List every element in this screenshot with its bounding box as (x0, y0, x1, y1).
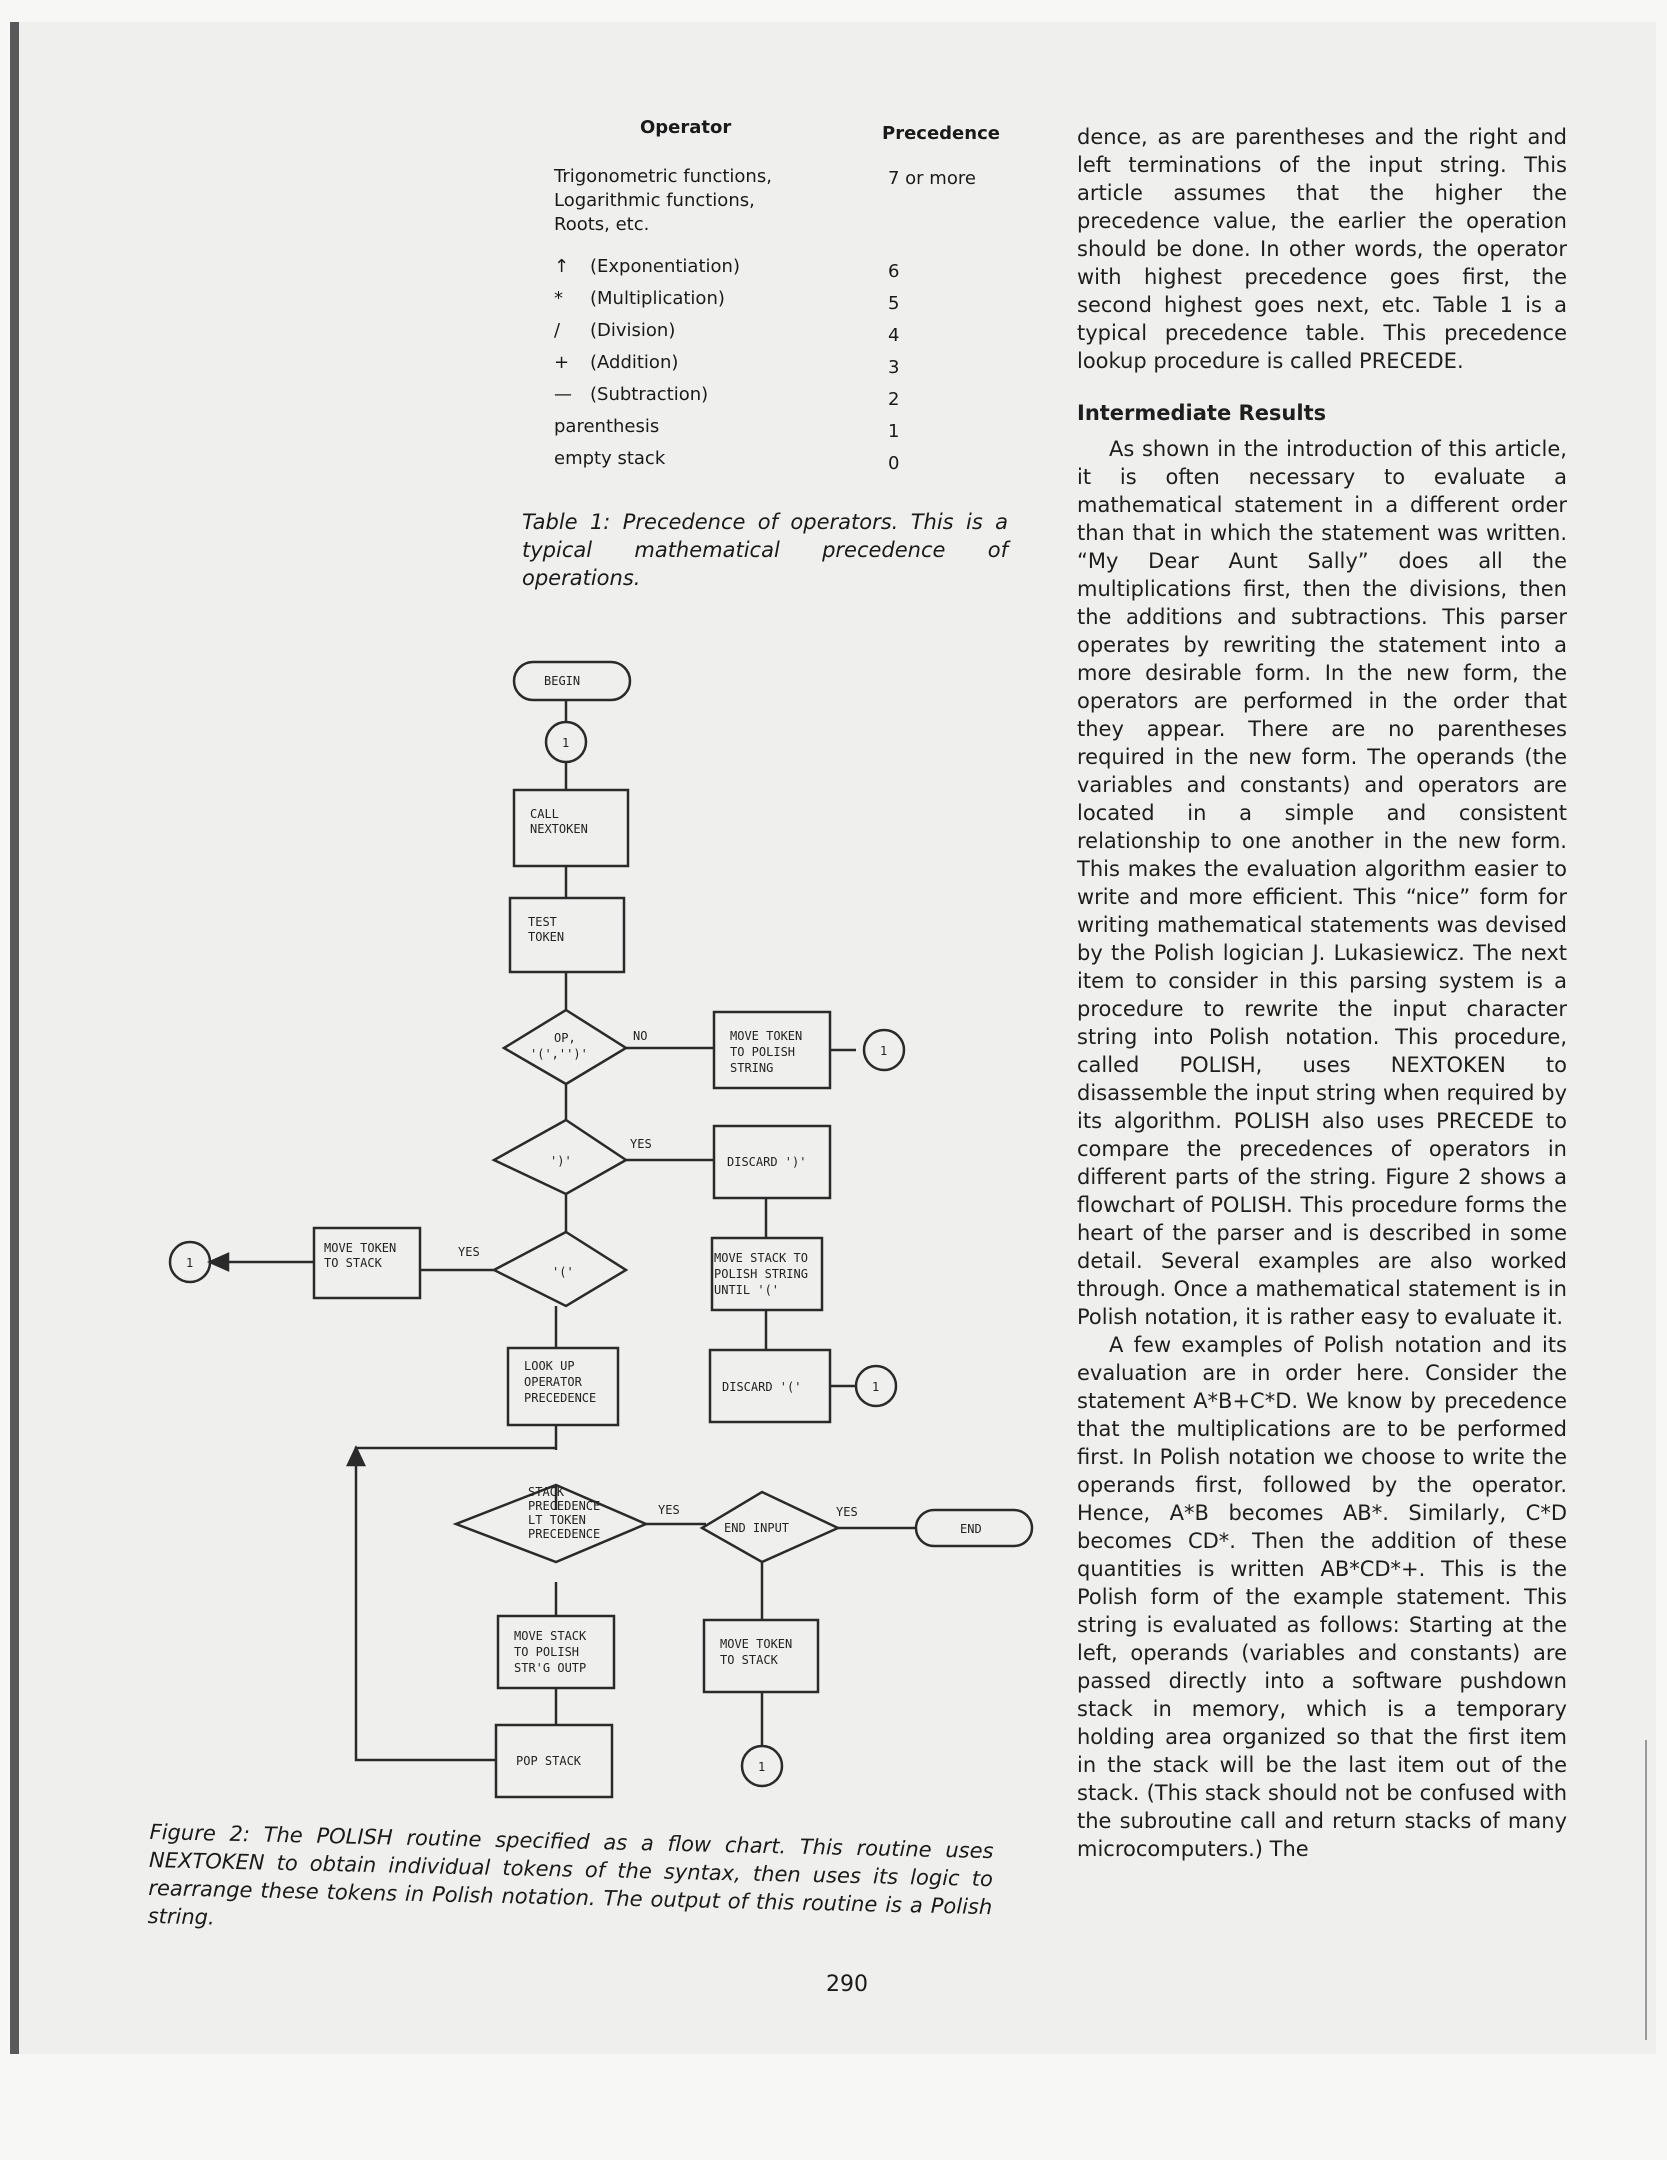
article-paragraph-1: dence, as are parentheses and the right and left terminations of the input string. This article assumes that the higher the precedence value, the earlier the operation should be done. In other words, the operator with highest precedence goes first, the second highest goes next, etc. Table 1 is a typical precedence table. This precedence lookup procedure is called PRECEDE. (1077, 125, 1567, 373)
stack-prec-line3: LT TOKEN (528, 1513, 586, 1527)
operator-name: (Addition) (590, 352, 679, 373)
lookup-line2: OPERATOR (524, 1375, 582, 1389)
operator-cell (554, 255, 874, 279)
yes-label: YES (658, 1503, 680, 1517)
stack-prec-line2: PRECEDENCE (528, 1499, 601, 1513)
stack-prec-line4: PRECEDENCE (528, 1527, 601, 1541)
move-token-stack-line2: TO STACK (720, 1653, 778, 1667)
move-stack-output-line3: STR'G OUTP (514, 1661, 587, 1675)
precedence-cell: 6 (888, 261, 900, 282)
operator-name: (Multiplication) (590, 288, 725, 309)
operator-symbol: — (554, 384, 572, 405)
connector-label: 1 (758, 1760, 766, 1774)
precedence-cell: 4 (888, 325, 900, 346)
pop-stack-label: POP STACK (516, 1754, 582, 1768)
move-token-polish-line1: MOVE TOKEN (730, 1029, 803, 1043)
no-label: NO (633, 1029, 648, 1043)
operator-symbol: * (554, 288, 563, 309)
precedence-cell: 1 (888, 421, 900, 442)
section-heading: Intermediate Results (1077, 401, 1327, 425)
precedence-cell: 2 (888, 389, 900, 410)
move-token-polish-line2: TO POLISH (730, 1045, 796, 1059)
move-stack-until-line3: UNTIL '(' (714, 1283, 780, 1297)
call-nextoken-line2: NEXTOKEN (530, 822, 588, 836)
call-nextoken-line1: CALL (530, 807, 559, 821)
operator-cell (554, 415, 874, 439)
page-number: 290 (826, 1972, 868, 1997)
stack-prec-line1: STACK (528, 1485, 565, 1499)
operator-cell (554, 319, 874, 343)
article-column (1077, 123, 1567, 1863)
move-stack-output-line1: MOVE STACK (514, 1629, 587, 1643)
operator-name: parenthesis (554, 416, 660, 437)
decision-close-label: ')' (550, 1154, 572, 1168)
yes-label: YES (458, 1245, 480, 1259)
decision-open-label: '(' (552, 1265, 574, 1279)
move-token-stack-line1: MOVE TOKEN (720, 1637, 793, 1651)
operator-name: (Subtraction) (590, 384, 709, 405)
test-token-line1: TEST (528, 915, 557, 929)
move-stack-output-line2: TO POLISH (514, 1645, 580, 1659)
lookup-line1: LOOK UP (524, 1359, 575, 1373)
end-input-label: END INPUT (724, 1521, 790, 1535)
operator-cell (554, 383, 874, 407)
precedence-cell: 3 (888, 357, 900, 378)
decision-op-line2: '(','')' (530, 1047, 588, 1061)
connector-label: 1 (562, 736, 570, 750)
operator-cell (554, 287, 874, 311)
begin-label: BEGIN (544, 674, 581, 688)
operator-cell (554, 447, 874, 471)
table-header-precedence: Precedence (882, 123, 1000, 144)
yes-label: YES (630, 1137, 652, 1151)
table-header-operator: Operator (640, 117, 732, 138)
precedence-cell: 5 (888, 293, 900, 314)
move-token-stack-left-line1: MOVE TOKEN (324, 1241, 397, 1255)
operator-name: empty stack (554, 448, 666, 469)
move-token-polish-line3: STRING (730, 1061, 774, 1075)
precedence-cell: 7 or more (888, 168, 976, 189)
connector-label: 1 (872, 1380, 880, 1394)
yes-label: YES (836, 1505, 858, 1519)
test-token-line2: TOKEN (528, 930, 565, 944)
operator-name: (Exponentiation) (590, 256, 740, 277)
operator-symbol: + (554, 352, 570, 373)
connector-label: 1 (186, 1256, 194, 1270)
precedence-cell: 0 (888, 453, 900, 474)
end-label: END (960, 1522, 982, 1536)
operator-cell (554, 351, 874, 375)
table-caption: Table 1: Precedence of operators. This is a typical mathematical precedence of operations. (522, 510, 1008, 590)
decision-op-line1: OP, (554, 1031, 576, 1045)
connector-label: 1 (880, 1044, 888, 1058)
article-paragraph-2: As shown in the introduction of this article, it is often necessary to evaluate a mathematical statement in a different order than that in which the statement was written. “My Dear Aunt Sally” does all the multiplications first, then the divisions, then the additions and subtractions. This parser operates by rewriting the statement into a more desirable form. In the new form, the operators are performed in the order that they appear. There are no parentheses required in the new form. The operands (the variables and constants) and operators are located in a simple and consistent relationship to one another in the new form. This makes the evaluation algorithm easier to write and more efficient. This “nice” form for writing mathematical statements was devised by the Polish logician J. Lukasiewicz. The next item to consider in this parsing system is a procedure to rewrite the input character string into Polish notation. This procedure, called POLISH, uses NEXTOKEN to disassemble the input string when required by its algorithm. POLISH also uses PRECEDE to compare the precedences of operators in different parts of the string. Figure 2 shows a flowchart of POLISH. This procedure forms the heart of the parser and is described in some detail. Several examples are also worked through. Once a mathematical statement is in Polish notation, it is rather easy to evaluate it. (1077, 437, 1567, 1329)
operator-cell (554, 165, 874, 237)
move-stack-until-line2: POLISH STRING (714, 1267, 808, 1281)
operator-name: Trigonometric functions, Logarithmic functions, Roots, etc. (554, 166, 772, 235)
discard-close-label: DISCARD ')' (727, 1155, 807, 1169)
lookup-line3: PRECEDENCE (524, 1391, 597, 1405)
discard-open-label: DISCARD '(' (722, 1380, 802, 1394)
article-paragraph-3: A few examples of Polish notation and its evaluation are in order here. Consider the statement A*B+C*D. We know by precedence that the multiplications are to be performed first. In Polish notation we choose to write the operands first, followed by the operator. Hence, A*B becomes AB*. Similarly, C*D becomes CD*. Then the addition of these quantities is written AB*CD*+. This is the Polish form of the example statement. This string is evaluated as follows: Starting at the left, operands (variables and constants) are passed directly into a software pushdown stack in memory, which is a temporary holding area organized so that the first item in the stack will be the last item out of the stack. (This stack should not be confused with the subroutine call and return stacks of many microcomputers.) The (1077, 1333, 1567, 1861)
figure-caption: Figure 2: The POLISH routine specified as a flow chart. This routine uses NEXTOKEN to obtain individual tokens of the syntax, then uses its logic to rearrange these tokens in Polish notation. The output of this routine is a Polish string. (147, 1819, 994, 1930)
operator-name: (Division) (590, 320, 676, 341)
page-edge-rule (1645, 1740, 1647, 2040)
operator-symbol: ↑ (554, 256, 570, 277)
operator-symbol: / (554, 320, 561, 341)
move-token-stack-left-line2: TO STACK (324, 1256, 382, 1270)
move-stack-until-line1: MOVE STACK TO (714, 1251, 808, 1265)
